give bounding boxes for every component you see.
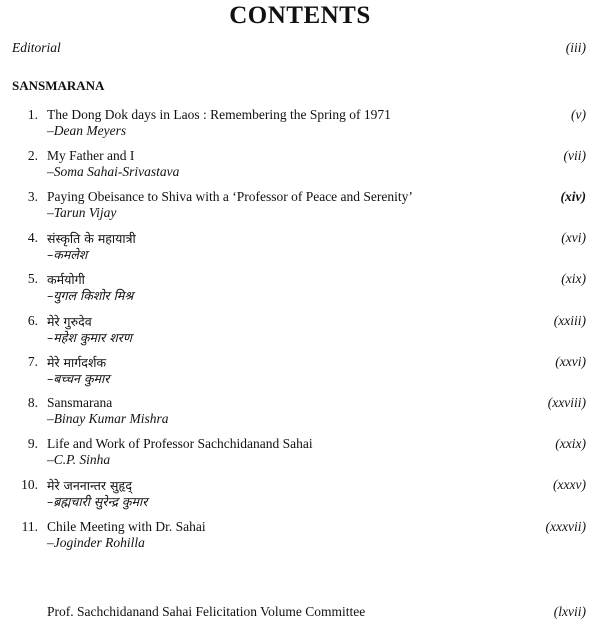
entry-number: 1. <box>27 107 38 122</box>
entry-title: Life and Work of Professor Sachchidanand Sahai <box>47 436 313 451</box>
entry-title: मेरे मार्गदर्शक <box>47 355 107 370</box>
entry-number: 6. <box>27 313 38 328</box>
entry-title: Chile Meeting with Dr. Sahai <box>47 519 206 534</box>
entry-author: –Tarun Vijay <box>47 205 117 220</box>
page-number: (xxiii) <box>553 313 586 328</box>
toc-entry <box>12 436 586 476</box>
entry-title: मेरे गुरुदेव <box>47 314 92 329</box>
entry-number: 4. <box>27 230 38 245</box>
entry-author: –ब्रह्मचारी सुरेन्द्र कुमार <box>47 494 148 509</box>
page-number: (xxix) <box>555 436 586 451</box>
entry-title: मेरे जननान्तर सुहृद् <box>47 478 132 493</box>
page-number: (xxxvii) <box>545 519 586 534</box>
entry-number: 9. <box>27 436 38 451</box>
entry-author: –C.P. Sinha <box>47 452 111 467</box>
toc-entry <box>12 230 586 270</box>
entry-title: Paying Obeisance to Shiva with a ‘Professor of Peace and Serenity’ <box>47 189 413 204</box>
entry-author: –बच्चन कुमार <box>47 371 110 386</box>
entry-title: Sansmarana <box>47 395 113 410</box>
entry-author: –महेश कुमार शरण <box>47 330 132 345</box>
entry-number: 10. <box>21 477 38 492</box>
toc-entry <box>12 189 586 229</box>
entry-title: My Father and I <box>47 148 135 163</box>
entry-title: The Dong Dok days in Laos : Remembering the Spring of 1971 <box>47 107 391 122</box>
page-number: (xxviii) <box>547 395 586 410</box>
entry-author: –Dean Meyers <box>47 123 127 138</box>
page-number: (xxxv) <box>553 477 586 492</box>
entry-number: 8. <box>27 395 38 410</box>
editorial-label: Editorial <box>12 40 61 55</box>
toc-editorial <box>12 40 586 56</box>
page-number: (xix) <box>561 271 586 286</box>
section-heading: SANSMARANA <box>12 78 105 93</box>
entry-number: 5. <box>27 271 38 286</box>
page-number: (iii) <box>565 40 586 55</box>
entry-number: 11. <box>21 519 38 534</box>
toc-entry <box>12 477 586 517</box>
entry-number: 3. <box>27 189 38 204</box>
toc-entry <box>12 354 586 394</box>
entry-title: Prof. Sachchidanand Sahai Felicitation Volume Committee <box>47 604 366 619</box>
entry-author: –Joginder Rohilla <box>47 535 145 550</box>
page-title: CONTENTS <box>229 2 371 29</box>
toc-entry <box>12 148 586 188</box>
entry-number: 2. <box>27 148 38 163</box>
page-number: (xxvi) <box>555 354 586 369</box>
toc-entry <box>12 519 586 559</box>
page-number: (xvi) <box>561 230 586 245</box>
page-number: (vii) <box>563 148 586 163</box>
entry-title: कर्मयोगी <box>47 272 85 287</box>
entry-author: –Soma Sahai-Srivastava <box>47 164 180 179</box>
entry-author: –युगल किशोर मिश्र <box>47 288 134 303</box>
entry-title: संस्कृति के महायात्री <box>47 231 136 246</box>
page-number: (lxvii) <box>553 604 586 619</box>
entry-author: –कमलेश <box>47 247 88 262</box>
page-number: (xiv) <box>560 189 586 204</box>
toc-entry <box>12 271 586 311</box>
page-number: (v) <box>571 107 586 122</box>
toc-entry <box>12 107 586 147</box>
entry-author: –Binay Kumar Mishra <box>47 411 169 426</box>
toc-entry <box>12 395 586 435</box>
entry-number: 7. <box>27 354 38 369</box>
toc-entry <box>12 313 586 353</box>
